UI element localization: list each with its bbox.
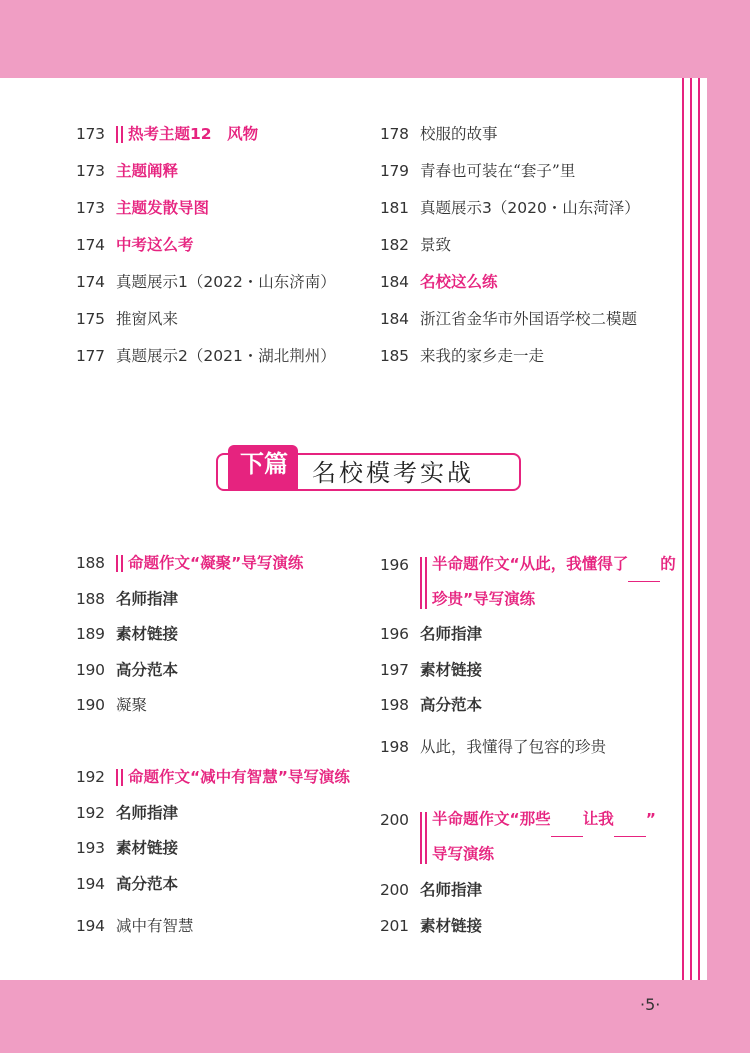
entry-title: 青春也可装在“套子”里 — [420, 162, 576, 180]
entry-title: 校服的故事 — [420, 125, 498, 143]
page-number: 196 — [380, 556, 409, 574]
page-number: 174 — [76, 273, 105, 291]
page-number: 200 — [380, 881, 409, 899]
toc-entry[interactable] — [76, 589, 178, 609]
edge-line — [682, 78, 684, 980]
toc-entry[interactable] — [76, 198, 209, 218]
page-number: 198 — [380, 696, 409, 714]
entry-title: 素材链接 — [116, 625, 179, 643]
entry-title: 热考主题12 风物 — [128, 125, 259, 143]
entry-title: 从此，我懂得了包容的珍贵 — [420, 738, 607, 756]
page-number: 190 — [76, 661, 105, 679]
toc-entry[interactable] — [380, 272, 498, 292]
entry-title: 中考这么考 — [116, 236, 194, 254]
entry-title-line-1: 半命题作文“那些 让我 ” — [432, 802, 656, 837]
page-number: 188 — [76, 554, 105, 572]
entry-title: 高分范本 — [116, 661, 179, 679]
entry-title-line-2: 导写演练 — [432, 845, 495, 863]
toc-entry[interactable] — [380, 555, 676, 617]
folio-page-number: ·5· — [640, 995, 661, 1014]
entry-title: 主题阐释 — [116, 162, 179, 180]
entry-title: 来我的家乡走一走 — [420, 347, 545, 365]
page-number: 192 — [76, 768, 105, 786]
toc-entry[interactable] — [76, 767, 350, 787]
page-number: 184 — [380, 310, 409, 328]
entry-title-line-2: 珍贵”导写演练 — [432, 590, 536, 608]
toc-entry[interactable] — [76, 309, 178, 329]
page-number: 194 — [76, 917, 105, 935]
section-banner — [208, 445, 526, 499]
toc-entry[interactable] — [380, 660, 482, 680]
entry-title: 高分范本 — [420, 696, 483, 714]
toc-entry[interactable] — [380, 737, 606, 757]
entry-title: 凝聚 — [116, 696, 148, 714]
entry-title: 浙江省金华市外国语学校二模题 — [420, 310, 638, 328]
banner-title: 名校模考实战 — [312, 459, 474, 487]
entry-title: 名师指津 — [420, 881, 483, 899]
toc-entry[interactable] — [380, 309, 637, 329]
toc-entry[interactable] — [380, 346, 544, 366]
page-number: 193 — [76, 839, 105, 857]
page-number: 196 — [380, 625, 409, 643]
page-number: 188 — [76, 590, 105, 608]
page-number: 184 — [380, 273, 409, 291]
page-number: 179 — [380, 162, 409, 180]
toc-entry[interactable] — [76, 660, 178, 680]
entry-title: 素材链接 — [116, 839, 179, 857]
toc-entry[interactable] — [380, 695, 482, 715]
page-number: 181 — [380, 199, 409, 217]
section-bar-icon — [420, 557, 427, 609]
toc-entry[interactable] — [76, 874, 178, 894]
edge-line — [698, 78, 700, 980]
entry-title-line-1: 半命题作文“从此，我懂得了 的 — [432, 547, 676, 582]
toc-entry[interactable] — [76, 803, 178, 823]
toc-entry[interactable] — [380, 235, 451, 255]
page-number: 190 — [76, 696, 105, 714]
toc-entry[interactable] — [380, 124, 498, 144]
entry-title: 高分范本 — [116, 875, 179, 893]
entry-title: 真题展示2（2021・湖北荆州） — [116, 347, 336, 365]
page-number: 197 — [380, 661, 409, 679]
toc-entry[interactable] — [380, 880, 482, 900]
page-number: 178 — [380, 125, 409, 143]
entry-title: 名师指津 — [420, 625, 483, 643]
toc-entry[interactable] — [76, 272, 336, 292]
entry-title: 景致 — [420, 236, 452, 254]
entry-title: 名校这么练 — [420, 273, 498, 291]
blank-line — [614, 821, 646, 837]
entry-title: 名师指津 — [116, 590, 179, 608]
entry-title: 命题作文“凝聚”导写演练 — [128, 554, 304, 572]
toc-entry[interactable] — [380, 810, 656, 872]
toc-entry[interactable] — [76, 235, 194, 255]
page-number: 173 — [76, 199, 105, 217]
toc-entry[interactable] — [76, 838, 178, 858]
section-bar-icon — [116, 126, 123, 143]
entry-title: 素材链接 — [420, 661, 483, 679]
page-number: 185 — [380, 347, 409, 365]
entry-title: 名师指津 — [116, 804, 179, 822]
section-bar-icon — [116, 769, 123, 786]
toc-entry[interactable] — [76, 161, 178, 181]
entry-title: 真题展示1（2022・山东济南） — [116, 273, 336, 291]
toc-entry[interactable] — [380, 916, 482, 936]
page-number: 201 — [380, 917, 409, 935]
toc-entry[interactable] — [380, 624, 482, 644]
blank-line — [551, 821, 583, 837]
toc-entry[interactable] — [76, 124, 258, 144]
page-number: 192 — [76, 804, 105, 822]
page-number: 194 — [76, 875, 105, 893]
page-number: 177 — [76, 347, 105, 365]
entry-title: 命题作文“减中有智慧”导写演练 — [128, 768, 350, 786]
toc-entry[interactable] — [76, 916, 194, 936]
toc-entry[interactable] — [76, 624, 178, 644]
section-bar-icon — [116, 555, 123, 572]
toc-entry[interactable] — [380, 161, 575, 181]
page-number: 189 — [76, 625, 105, 643]
page-number: 200 — [380, 811, 409, 829]
toc-entry[interactable] — [76, 553, 303, 573]
section-bar-icon — [420, 812, 427, 864]
entry-title: 推窗风来 — [116, 310, 179, 328]
page-number: 173 — [76, 162, 105, 180]
page-number: 175 — [76, 310, 105, 328]
page-number: 182 — [380, 236, 409, 254]
banner-tab-label: 下篇 — [240, 450, 288, 478]
entry-title: 真题展示3（2020・山东菏泽） — [420, 199, 640, 217]
entry-title: 减中有智慧 — [116, 917, 194, 935]
page-number: 198 — [380, 738, 409, 756]
entry-title: 素材链接 — [420, 917, 483, 935]
toc-entry[interactable] — [380, 198, 640, 218]
toc-entry[interactable] — [76, 346, 336, 366]
page-number: 174 — [76, 236, 105, 254]
toc-entry[interactable] — [76, 695, 147, 715]
page-number: 173 — [76, 125, 105, 143]
entry-title: 主题发散导图 — [116, 199, 210, 217]
edge-line — [690, 78, 692, 980]
blank-line — [628, 566, 660, 582]
